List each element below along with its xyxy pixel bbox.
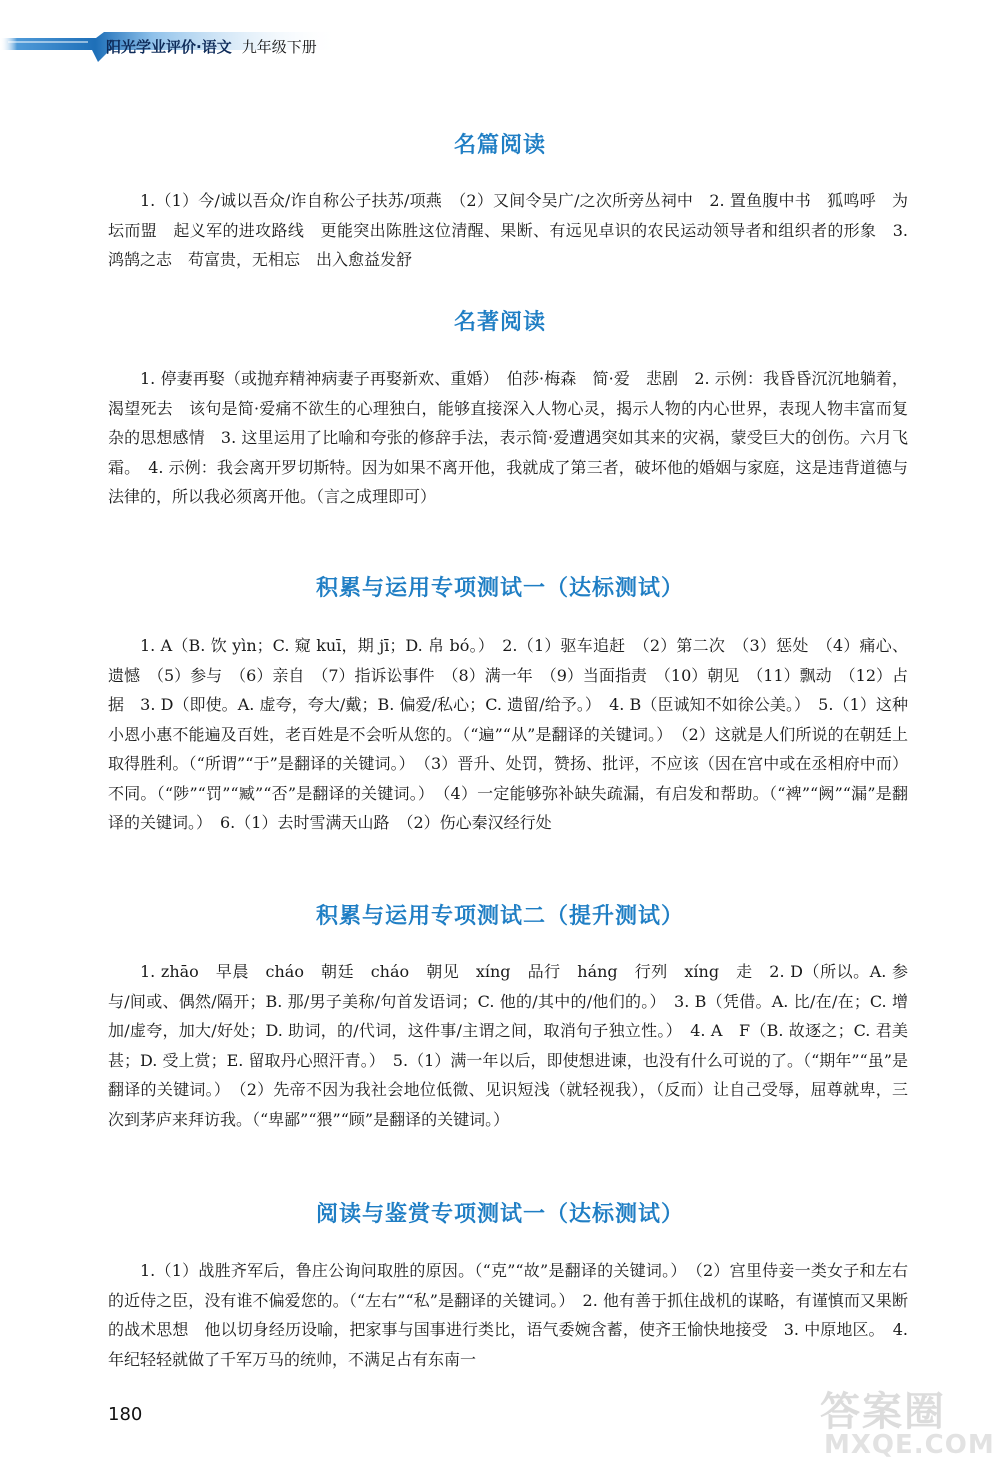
- page-number: 180: [108, 1404, 143, 1425]
- section-title: 名篇阅读: [453, 133, 546, 158]
- watermark-logo: [800, 1380, 1000, 1464]
- answer-paragraph: 1.（1）今/诚以吾众/诈自称公子扶苏/项燕 （2）又间令吴广/之次所旁丛祠中 2. 置鱼腹中书 狐鸣呼 为坛而盟 起义军的进攻路线 更能突出陈胜这位清醒、果断、有远见卓识的农民运动领导者和组织者的形象 3. 鸿鹄之志 苟富贵，无相忘 出入愈益发舒: [108, 191, 908, 269]
- section-title: 积累与运用专项测试一（达标测试）: [315, 576, 684, 601]
- answer-paragraph: 1.（1）战胜齐军后，鲁庄公询问取胜的原因。（“克”“故”是翻译的关键词。） （2）宫里侍妾一类女子和左右的近侍之臣，没有谁不偏爱您的。（“左右”“私”是翻译的关键词。） 2. 他有善于抓住战机的谋略，有谨慎而又果断的战术思想 他以切身经历设喻，把家事与国事进行类比，语气委婉含蓄，使齐王愉快地接受 3. 中原地区。 4. 年纪轻轻就做了千军万马的统帅，不满足占有东南一: [108, 1261, 908, 1369]
- answer-paragraph: 1. 停妻再娶（或抛弃精神病妻子再娶新欢、重婚） 伯莎·梅森 简·爱 悲剧 2. 示例：我昏昏沉沉地躺着，渴望死去 该句是简·爱痛不欲生的心理独白，能够直接深入人物心灵，揭示人物的内心世界，表现人物丰富而复杂的思想感情 3. 这里运用了比喻和夸张的修辞手法，表示简·爱遭遇突如其来的灾祸，蒙受巨大的创伤。六月飞霜。 4. 示例：我会离开罗切斯特。因为如果不离开他，我就成了第三者，破坏他的婚姻与家庭，这是违背道德与法律的，所以我必须离开他。（言之成理即可）: [108, 369, 908, 506]
- section-title: 积累与运用专项测试二（提升测试）: [315, 904, 684, 929]
- section-title: 名著阅读: [453, 310, 546, 335]
- section-title: 阅读与鉴赏专项测试一（达标测试）: [315, 1202, 684, 1227]
- watermark-url: MXQE.COM: [824, 1430, 995, 1460]
- running-header: [0, 28, 340, 68]
- answer-paragraph: 1. A（B. 饮 yìn；C. 窥 kuī，期 jī；D. 帛 bó。） 2.（1）驱车追赶 （2）第二次 （3）惩处 （4）痛心、遗憾 （5）参与 （6）亲自 （7）指诉讼事件 （8）满一年 （9）当面指责 （10）朝见 （11）飘动 （12）占据 3. D（即使。A. 虚夸，夸大/戴；B. 偏爱/私心；C. 遗留/给予。） 4. B（臣诚知不如徐公美。） 5.（1）这种小恩小惠不能遍及百姓，老百姓是不会听从您的。（“遍”“从”是翻译的关键词。） （2）这就是人们所说的在朝廷上取得胜利。（“所谓”“于”是翻译的关键词。） （3）晋升、处罚，赞扬、批评，不应该（因在宫中或在丞相府中而）不同。（“陟”“罚”“臧”“否”是翻译的关键词。） （4）一定能够弥补缺失疏漏，有启发和帮助。（“裨”“阙”“漏”是翻译的关键词。） 6.（1）去时雪满天山路 （2）伤心秦汉经行处: [108, 636, 908, 832]
- header-text: [106, 36, 317, 57]
- grade-label: 九年级下册: [241, 38, 317, 56]
- watermark-text: 答案圈: [820, 1389, 946, 1435]
- answer-paragraph: 1. zhāo 早晨 cháo 朝廷 cháo 朝见 xíng 品行 háng 行列 xíng 走 2. D（所以。A. 参与/间或、偶然/隔开；B. 那/男子美称/句首发语词；C. 他的/其中的/他们的。） 3. B（凭借。A. 比/在/在；C. 增加/虚夸，加大/好处；D. 助词，的/代词，这件事/主谓之间，取消句子独立性。） 4. A F（B. 故逐之；C. 君美甚；D. 受上赏；E. 留取丹心照汗青。） 5.（1）满一年以后，即使想进谏，也没有什么可说的了。（“期年”“虽”是翻译的关键词。） （2）先帝不因为我社会地位低微、见识短浅（就轻视我），（反而）让自己受辱，屈尊就卑，三次到茅庐来拜访我。（“卑鄙”“猥”“顾”是翻译的关键词。）: [108, 962, 908, 1129]
- book-series-title: 阳光学业评价·语文: [106, 38, 232, 56]
